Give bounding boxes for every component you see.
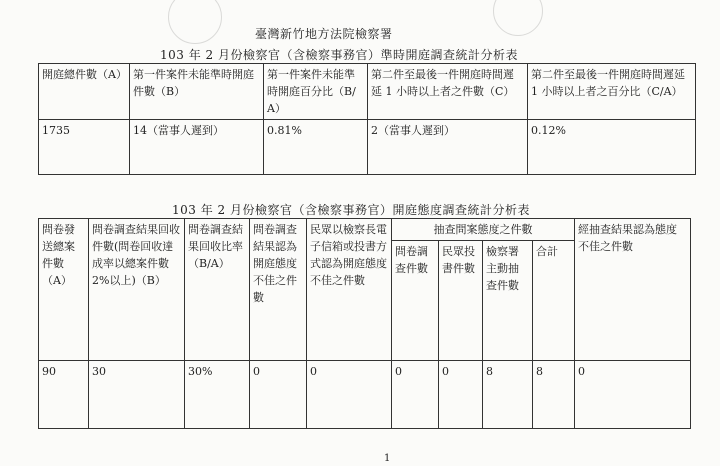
attitude-table xyxy=(38,218,691,429)
cell-first-late-rate: 0.81% xyxy=(264,120,368,175)
cell-sampling-result: 0 xyxy=(575,361,691,429)
header-delay-count: 第二件至最後一件開庭時間遲延 1 小時以上者之件數（C） xyxy=(368,64,528,120)
header-sampling-total: 合計 xyxy=(533,241,575,361)
cell-return-rate: 30% xyxy=(185,361,250,429)
agency-title: 臺灣新竹地方法院檢察署 xyxy=(255,27,393,41)
header-sampling-group: 抽查問案態度之件數 xyxy=(392,219,575,241)
cell-total-sessions: 1735 xyxy=(39,120,130,175)
header-first-late-rate: 第一件案件未能準時開庭百分比（B/A） xyxy=(264,64,368,120)
cell-delay-rate: 0.12% xyxy=(528,120,696,175)
table-header-row xyxy=(39,219,691,241)
header-first-late-count: 第一件案件未能準時開庭件數（B） xyxy=(130,64,264,120)
table-row xyxy=(39,361,691,429)
header-total-cases: 問卷發送總案件數（A） xyxy=(39,219,89,361)
table2-title: 103 年 2 月份檢察官（含檢察事務官）開庭態度調查統計分析表 xyxy=(172,203,530,217)
cell-first-late-count: 14（當事人遲到） xyxy=(130,120,264,175)
header-sampling-public: 民眾投書件數 xyxy=(439,241,483,361)
stamp-mark-right xyxy=(493,0,543,36)
cell-sampling-office: 8 xyxy=(483,361,533,429)
table-row xyxy=(39,120,696,175)
header-total-sessions: 開庭總件數（A） xyxy=(39,64,130,120)
header-delay-rate: 第二件至最後一件開庭時間遲延 1 小時以上者之百分比（C/A） xyxy=(528,64,696,120)
header-return-rate: 問卷調查結果回收比率（B/A） xyxy=(185,219,250,361)
cell-sampling-total: 8 xyxy=(533,361,575,429)
punctuality-table xyxy=(38,63,696,175)
header-negative-count: 問卷調查結果認為開庭態度不佳之件數 xyxy=(250,219,307,361)
header-sampling-survey: 問卷調查件數 xyxy=(392,241,439,361)
header-public-complaint: 民眾以檢察長電子信箱或投書方式認為開庭態度不佳之件數 xyxy=(307,219,392,361)
cell-negative-count: 0 xyxy=(250,361,307,429)
cell-delay-count: 2（當事人遲到） xyxy=(368,120,528,175)
stamp-mark-left xyxy=(168,0,222,44)
page-number: 1 xyxy=(384,453,391,464)
table-header-row xyxy=(39,64,696,120)
cell-total-cases: 90 xyxy=(39,361,89,429)
cell-sampling-public: 0 xyxy=(439,361,483,429)
header-returned-count: 問卷調查結果回收件數(問卷回收達成率以總案件數 2%以上)（B） xyxy=(89,219,185,361)
cell-public-complaint: 0 xyxy=(307,361,392,429)
cell-returned-count: 30 xyxy=(89,361,185,429)
cell-sampling-survey: 0 xyxy=(392,361,439,429)
header-sampling-office: 檢察署主動抽查件數 xyxy=(483,241,533,361)
table1-title: 103 年 2 月份檢察官（含檢察事務官）準時開庭調查統計分析表 xyxy=(160,48,518,62)
header-sampling-result: 經抽查結果認為態度不佳之件數 xyxy=(575,219,691,361)
